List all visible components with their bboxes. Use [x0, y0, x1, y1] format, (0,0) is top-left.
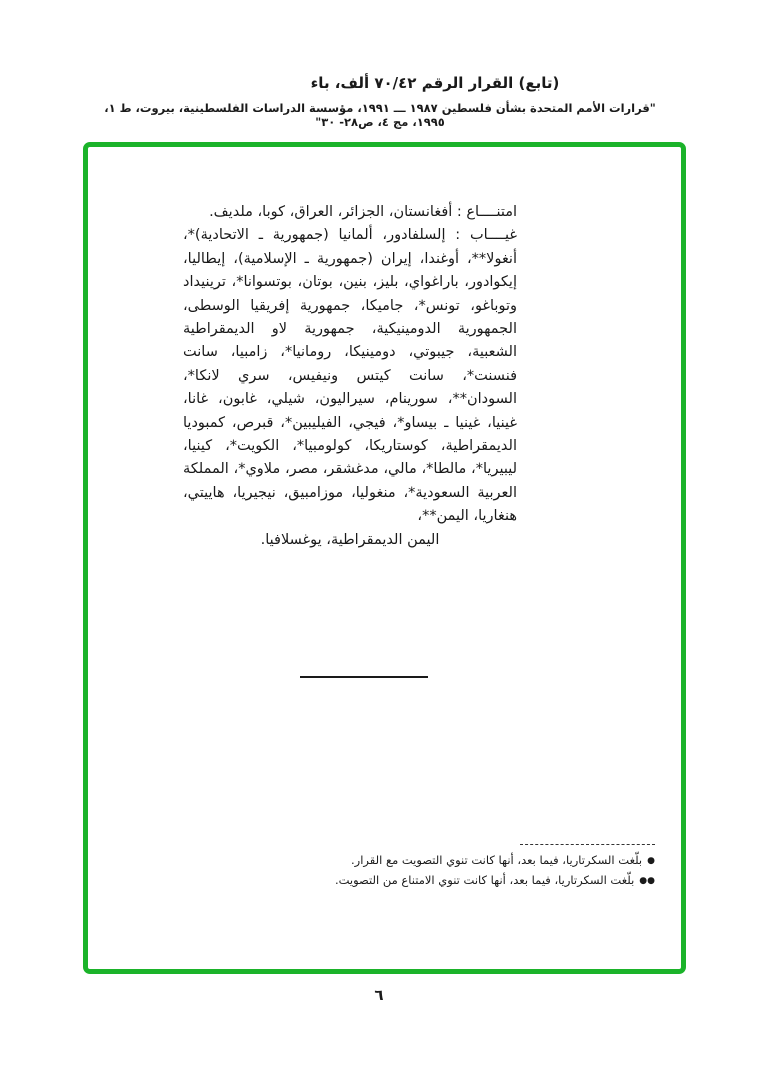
section-divider — [300, 676, 428, 678]
footnote-item — [263, 871, 655, 891]
page-number: ٦ — [374, 986, 384, 1004]
absence-countries: إلسلفادور، ألمانيا (جمهورية ـ الاتحادية)*، أنغولا**، أوغندا، إيران (جمهورية ـ الإسلامية)، إيطاليا، إيكوادور، باراغواي، بليز، بنين، بوتان، بوتسوانا*، ترينيداد وتوباغو، تونس*، جاميكا، جمهورية إفريقيا الوسطى، الجمهورية الدومينيكية، جمهورية لاو الديمقراطية الشعبية، جيبوتي، دومينيكا، رومانيا*، زامبيا، سانت فنسنت*، سانت كيتس ونيفيس، سري لانكا*، السودان**، سورينام، سيراليون، شيلي، غابون، غانا، غينيا، غينيا ـ بيساو*، فيجي، الفيليبين*، قبرص، كمبوديا الديمقراطية، كوستاريكا، كولومبيا*، الكويت*، كينيا، ليبيريا*، مالطا*، مالي، مدغشقر، مصر، ملاوي*، المملكة العربية السعودية*، منغوليا، موزامبيق، نيجيريا، هاييتي، هنغاريا، اليمن**، — [183, 227, 517, 525]
footnote-item — [263, 851, 655, 871]
abstention-row — [183, 201, 517, 224]
footnote-marker: ●● — [639, 876, 655, 886]
vote-record — [183, 201, 517, 552]
footnote-marker: ● — [647, 856, 655, 866]
footnotes-block — [263, 844, 655, 891]
footnote-text: بلّغت السكرتاريا، فيما بعد، أنها كانت تنوي الامتناع من التصويت. — [334, 873, 635, 887]
footnote-text: بلّغت السكرتاريا، فيما بعد، أنها كانت تنوي التصويت مع القرار. — [351, 853, 643, 867]
absence-row — [183, 224, 517, 528]
absence-colon: : — [445, 227, 470, 244]
page-title: (تابع) القرار الرقم ٧٠/٤٢ ألف، باء — [310, 74, 560, 92]
absence-label: غيــــاب — [469, 227, 518, 244]
abstention-countries: أفغانستان، الجزائر، العراق، كوبا، ملديف. — [209, 204, 453, 220]
content-frame — [83, 142, 686, 974]
abstention-colon: : — [452, 204, 467, 220]
abstention-label: امتنــــاع — [466, 204, 517, 220]
closing-line: اليمن الديمقراطية، يوغسلافيا. — [260, 531, 440, 548]
source-citation: "قرارات الأمم المتحدة بشأن فلسطين ١٩٨٧ ـــ ١٩٩١، مؤسسة الدراسات الفلسطينية، بيروت، ط ١، ١٩٩٥، مج ٤، ص٢٨- ٣٠" — [104, 101, 656, 129]
footnote-divider — [520, 844, 655, 845]
